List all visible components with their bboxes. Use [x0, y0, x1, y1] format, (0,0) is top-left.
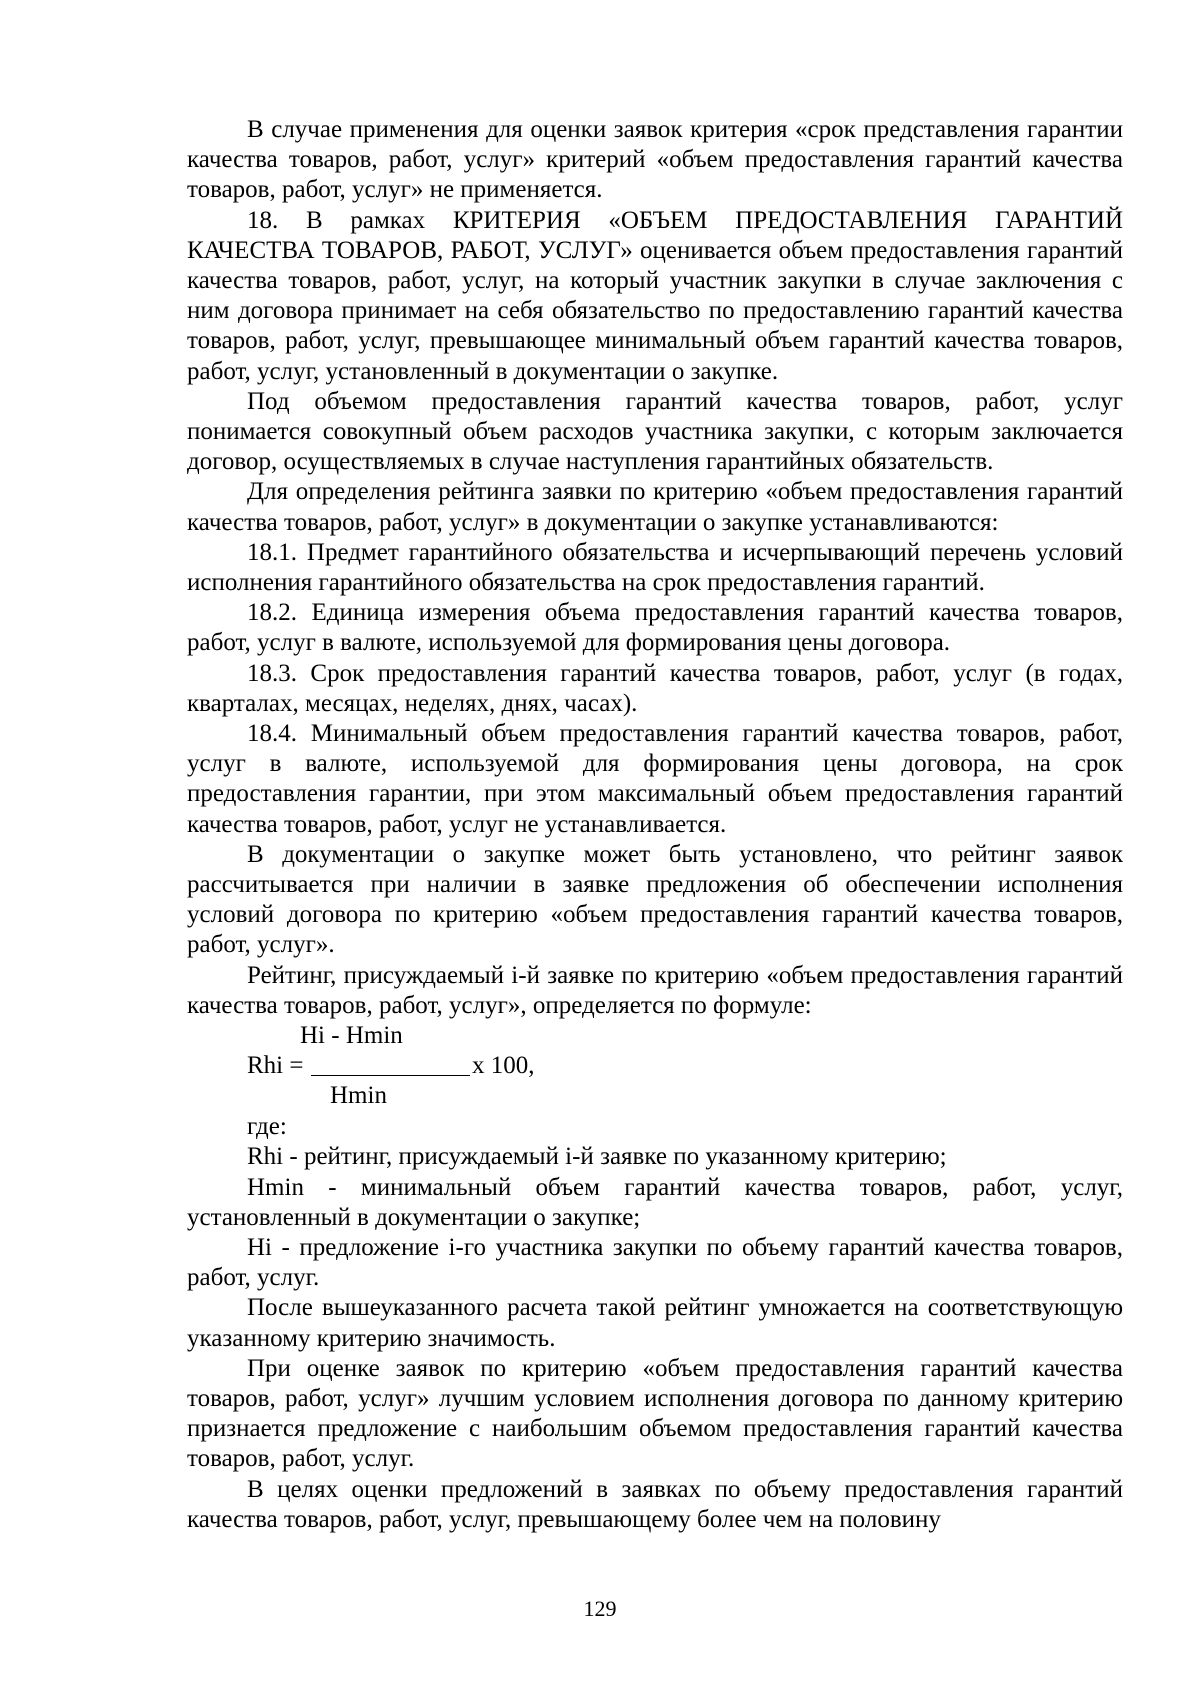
- paragraph-formula-intro: Рейтинг, присуждаемый i-й заявке по критерию «объем предоставления гарантий качества товаров, работ, услуг», определяется по формуле:: [187, 961, 1123, 1019]
- paragraph-item-18-1: 18.1. Предмет гарантийного обязательства и исчерпывающий перечень условий исполнения гарантийного обязательства на срок предоставления гарантий.: [187, 538, 1123, 597]
- definition-hi: Hi - предложение i-го участника закупки по объему гарантий качества товаров, работ, услуг.: [187, 1233, 1123, 1292]
- paragraph-item-18-2: 18.2. Единица измерения объема предоставления гарантий качества товаров, работ, услуг в валюте, используемой для формирования цены договора.: [187, 599, 1123, 657]
- formula-denominator: Hmin: [330, 1082, 387, 1110]
- paragraph-section-18: 18. В рамках КРИТЕРИЯ «ОБЪЕМ ПРЕДОСТАВЛЕНИЯ ГАРАНТИЙ КАЧЕСТВА ТОВАРОВ, РАБОТ, УСЛУГ» оценивается объем предоставления гарантий качества товаров, работ, услуг, на который участник закупки в случае заключения с ним договора принимает на себя обязательство по предоставлению гарантий качества товаров, работ, услуг, превышающее минимальный объем гарантий качества товаров, работ, услуг, установленный в документации о закупке.: [187, 206, 1123, 385]
- formula-lhs: Rhi =: [247, 1052, 304, 1080]
- formula-rhs: x 100,: [472, 1052, 535, 1080]
- paragraph-quality-guarantee-term-note: В случае применения для оценки заявок критерия «срок представления гарантии качества товаров, работ, услуг» критерий «объем предоставления гарантий качества товаров, работ, услуг» не применяется.: [187, 116, 1123, 204]
- page-number: 129: [583, 1596, 617, 1621]
- paragraph-guarantee-volume-definition: Под объемом предоставления гарантий качества товаров, работ, услуг понимается совокупный объем расходов участника закупки, с которым заключается договор, осуществляемых в случае наступления гарантийных обязательств.: [187, 387, 1123, 476]
- paragraph-evaluation-purpose: В целях оценки предложений в заявках по объему предоставления гарантий качества товаров, работ, услуг, превышающему более чем на половину: [187, 1475, 1123, 1533]
- formula-fraction-bar: [311, 1075, 470, 1076]
- definition-hmin: Hmin - минимальный объем гарантий качества товаров, работ, услуг, установленный в документации о закупке;: [187, 1173, 1123, 1231]
- definition-rhi: Rhi - рейтинг, присуждаемый i-й заявке по указанному критерию;: [247, 1143, 947, 1171]
- paragraph-item-18-4: 18.4. Минимальный объем предоставления гарантий качества товаров, работ, услуг в валюте, используемой для формирования цены договора, на срок предоставления гарантии, при этом максимальный объем предоставления гарантий качества товаров, работ, услуг не устанавливается.: [187, 720, 1123, 838]
- paragraph-weighting: После вышеуказанного расчета такой рейтинг умножается на соответствующую указанному критерию значимость.: [187, 1294, 1123, 1352]
- where-label: где:: [247, 1113, 287, 1141]
- rating-formula: [187, 1021, 1123, 1112]
- formula-numerator: Hi - Hmin: [300, 1022, 403, 1050]
- paragraph-best-condition: При оценке заявок по критерию «объем предоставления гарантий качества товаров, работ, услуг» лучшим условием исполнения договора по данному критерию признается предложение с наибольшим объемом предоставления гарантий качества товаров, работ, услуг.: [187, 1354, 1123, 1473]
- paragraph-rating-condition: В документации о закупке может быть установлено, что рейтинг заявок рассчитывается при наличии в заявке предложения об обеспечении исполнения условий договора по критерию «объем предоставления гарантий качества товаров, работ, услуг».: [187, 840, 1123, 959]
- paragraph-item-18-3: 18.3. Срок предоставления гарантий качества товаров, работ, услуг (в годах, кварталах, месяцах, неделях, днях, часах).: [187, 659, 1123, 717]
- paragraph-rating-requirements: Для определения рейтинга заявки по критерию «объем предоставления гарантий качества товаров, работ, услуг» в документации о закупке устанавливаются:: [187, 478, 1123, 536]
- document-body: [187, 115, 1123, 1535]
